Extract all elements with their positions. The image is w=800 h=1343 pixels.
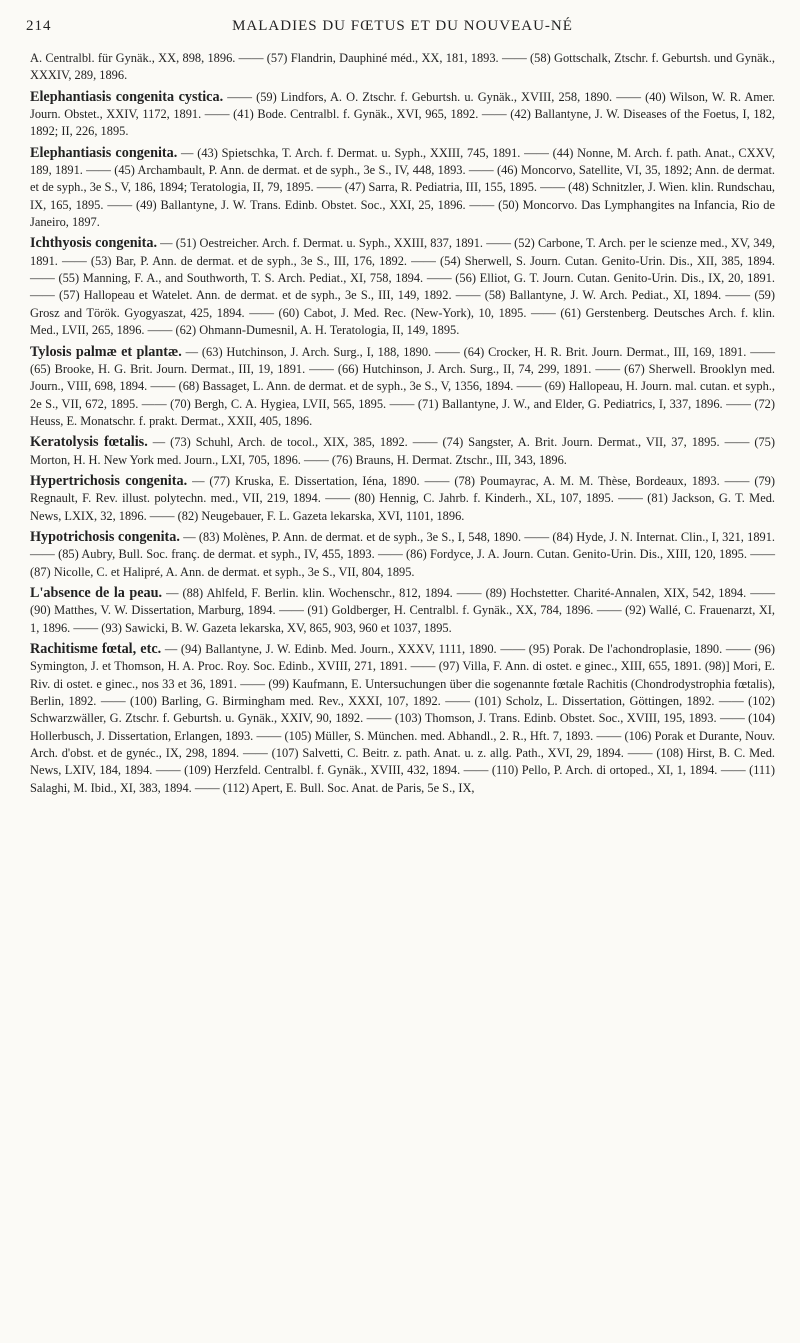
section-heading: L'absence de la peau. — [30, 584, 163, 601]
section-heading: Keratolysis fœtalis. — [30, 434, 148, 451]
section-heading: Hypotrichosis congenita. — [30, 528, 180, 545]
bibliography — [30, 50, 775, 797]
bib-paragraph-tylosis — [30, 344, 775, 431]
section-heading: Ichthyosis congenita. — [30, 235, 157, 252]
references-text: — (94) Ballantyne, J. W. Edinb. Med. Journ., XXXV, 1111, 1890. —— (95) Porak. De l'achondroplasie, 1890. —— (96) Symington, J. et Thomson, H. A. Proc. Roy. Soc. Edinb., XVIII, 271, 1891. —— (97) Villa, F. Ann. di ostet. e ginec., XIII, 655, 1891. (98)] Mori, E. Riv. di ostet. e ginec., nos 33 et 36, 1891. —— (99) Kaufmann, E. Untersuchungen über die sogenannte fœtale Rachitis (Chondrodystrophia fœtalis), Berlin, 1892. —— (100) Barling, G. Birmingham med. Rev., XXXI, 107, 1892. —— (101) Scholz, L. Dissertation, Göttingen, 1892. —— (102) Schwarzwäller, G. Ztschr. f. Geburtsh. u. Gynäk., XXIV, 90, 1892. —— (103) Thomson, J. Trans. Edinb. Obstet. Soc., XVIII, 195, 1893. —— (104) Hollerbusch, J. Dissertation, Erlangen, 1893. —— (105) Müller, S. München. med. Abhandl., 2. R., Hft. 7, 1893. —— (106) Porak et Durante, Nouv. Arch. d'obst. et de gynéc., IX, 298, 1894. —— (107) Salvetti, C. Beitr. z. path. Anat. u. z. allg. Path., XVI, 29, 1894. —— (108) Hirst, B. C. Med. News, LXIV, 184, 1894. —— (109) Herzfeld. Centralbl. f. Gynäk., XVIII, 432, 1894. —— (110) Pello, P. Arch. di ortoped., XI, 1, 1894. —— (111) Salaghi, M. Ibid., XI, 383, 1894. —— (112) Apert, E. Bull. Soc. Anat. de Paris, 5e S., IX, — [30, 642, 776, 795]
references-text: — (88) Ahlfeld, F. Berlin. klin. Wochenschr., 812, 1894. —— (89) Hochstetter. Charité-Annalen, XIX, 542, 1894. —— (90) Matthes, V. W. Dissertation, Marburg, 1894. —— (91) Goldberger, H. Centralbl. f. Gynäk., XX, 784, 1896. —— (92) Wallé, C. Frauenarzt, XI, 1, 1896. —— (93) Sawicki, B. W. Gazeta lekarska, XV, 865, 903, 960 et 1037, 1895. — [30, 585, 775, 635]
section-heading: Rachitisme fœtal, etc. — [30, 641, 162, 657]
bib-paragraph-absence-peau — [30, 585, 775, 637]
running-header — [26, 18, 775, 44]
section-heading: Tylosis palmæ et plantæ. — [30, 343, 182, 360]
bib-paragraph-elephantiasis-cystica — [30, 89, 775, 141]
page — [26, 18, 776, 801]
bib-paragraph-hypertrichosis — [30, 473, 775, 525]
bib-paragraph-continuation — [30, 50, 775, 85]
references-text: — (73) Schuhl, Arch. de tocol., XIX, 385, 1892. —— (74) Sangster, A. Brit. Journ. Dermat., VII, 37, 1895. —— (75) Morton, H. H. New York med. Journ., LXI, 705, 1896. —— (76) Brauns, H. Dermat. Ztschr., III, 343, 1896. — [30, 435, 775, 467]
bib-paragraph-keratolysis — [30, 434, 775, 469]
references-text: A. Centralbl. für Gynäk., XX, 898, 1896. —— (57) Flandrin, Dauphiné méd., XX, 181, 1893. —— (58) Gottschalk, Ztschr. f. Geburtsh. und Gynäk., XXXIV, 289, 1896. — [30, 51, 775, 83]
references-text: — (43) Spietschka, T. Arch. f. Dermat. u. Syph., XXIII, 745, 1891. —— (44) Nonne, M. Arch. f. path. Anat., CXXV, 189, 1891. —— (45) Archambault, P. Ann. de dermat. et de syph., 3e S., IV, 448, 1893. —— (46) Moncorvo, Satellite, VI, 35, 1892; Ann. de dermat. et de syph., 3e S., V, 186, 1894; Teratologia, II, 79, 1895. —— (47) Sarra, R. Pediatria, III, 155, 1895. —— (48) Schnitzler, J. Wien. klin. Rundschau, IX, 165, 1895. —— (49) Ballantyne, J. W. Trans. Edinb. Obstet. Soc., XXI, 25, 1896. —— (50) Moncorvo. Das Lymphangites na Infancia, Rio de Janeiro, 1897. — [30, 145, 775, 230]
running-title: MALADIES DU FŒTUS ET DU NOUVEAU-NÉ — [232, 18, 573, 34]
bib-paragraph-hypotrichosis — [30, 529, 775, 581]
references-text: — (83) Molènes, P. Ann. de dermat. et de syph., 3e S., I, 548, 1890. —— (84) Hyde, J. N. Internat. Clin., I, 321, 1891. —— (85) Aubry, Bull. Soc. franç. de dermat. et syph., IV, 455, 1893. —— (86) Fordyce, J. A. Journ. Cutan. Genito-Urin. Dis., XIII, 120, 1895. —— (87) Nicolle, C. et Halipré, A. Ann. de dermat. et syph., 3e S., VII, 804, 1895. — [30, 529, 776, 579]
references-text: —— (59) Lindfors, A. O. Ztschr. f. Geburtsh. u. Gynäk., XVIII, 258, 1890. —— (40) Wilson, W. R. Amer. Journ. Obstet., XXIV, 1172, 1891. —— (41) Bode. Centralbl. f. Gynäk., XVI, 965, 1892. —— (42) Ballantyne, J. W. Diseases of the Foetus, I, 182, 1892; II, 226, 1895. — [30, 89, 775, 139]
bib-paragraph-elephantiasis — [30, 145, 775, 232]
bib-paragraph-ichthyosis — [30, 235, 775, 339]
page-number: 214 — [26, 18, 52, 34]
references-text: — (77) Kruska, E. Dissertation, Iéna, 1890. —— (78) Poumayrac, A. M. M. Thèse, Bordeaux, 1893. —— (79) Regnault, F. Rev. illust. polytechn. med., VII, 219, 1894. —— (80) Hennig, C. Jahrb. f. Kinderh., XL, 107, 1895. —— (81) Jackson, G. T. Med. News, LXIX, 32, 1896. —— (82) Neugebauer, F. L. Gazeta lekarska, XVI, 1101, 1896. — [30, 473, 776, 523]
section-heading: Elephantiasis congenita cystica. — [30, 88, 224, 105]
bib-paragraph-rachitisme — [30, 641, 775, 797]
references-text: — (63) Hutchinson, J. Arch. Surg., I, 188, 1890. —— (64) Crocker, H. R. Brit. Journ. Dermat., III, 169, 1891. —— (65) Brooke, H. G. Brit. Journ. Dermat., III, 19, 1891. —— (66) Hutchinson, J. Arch. Surg., II, 74, 299, 1891. —— (67) Sherwell. Brooklyn med. Journ., VIII, 698, 1894. —— (68) Bassaget, L. Ann. de dermat. et de syph., 3e S., V, 1356, 1894. —— (69) Hallopeau, H. Journ. mal. cutan. et syph., 2e S., VII, 672, 1895. —— (70) Bergh, C. A. Hygiea, LVII, 565, 1895. —— (71) Ballantyne, J. W., and Elder, G. Pediatrics, I, 337, 1896. —— (72) Heuss, E. Monatschr. f. prakt. Dermat., XXII, 405, 1896. — [30, 344, 775, 428]
references-text: — (51) Oestreicher. Arch. f. Dermat. u. Syph., XXIII, 837, 1891. —— (52) Carbone, T. Arch. per le scienze med., XV, 349, 1891. —— (53) Bar, P. Ann. de dermat. et de syph., 3e S., III, 176, 1892. —— (54) Sherwell, S. Journ. Cutan. Genito-Urin. Dis., XII, 385, 1894. —— (55) Manning, F. A., and Southworth, T. S. Arch. Pediat., XI, 758, 1894. —— (56) Elliot, G. T. Journ. Cutan. Genito-Urin. Dis., IX, 20, 1891. —— (57) Hallopeau et Watelet. Ann. de dermat. et de syph., 3e S., III, 149, 1892. —— (58) Ballantyne, J. W. Arch. Pediat., XI, 1894. —— (59) Grosz and Török. Gyogyaszat, 425, 1894. —— (60) Cabot, J. Med. Rec. (New-York), 10, 1895. —— (61) Gerstenberg. Deutsches Arch. f. klin. Med., LVII, 265, 1896. —— (62) Ohmann-Dumesnil, A. H. Teratologia, II, 149, 1895. — [30, 236, 775, 338]
section-heading: Hypertrichosis congenita. — [30, 472, 188, 489]
section-heading: Elephantiasis congenita. — [30, 144, 178, 161]
